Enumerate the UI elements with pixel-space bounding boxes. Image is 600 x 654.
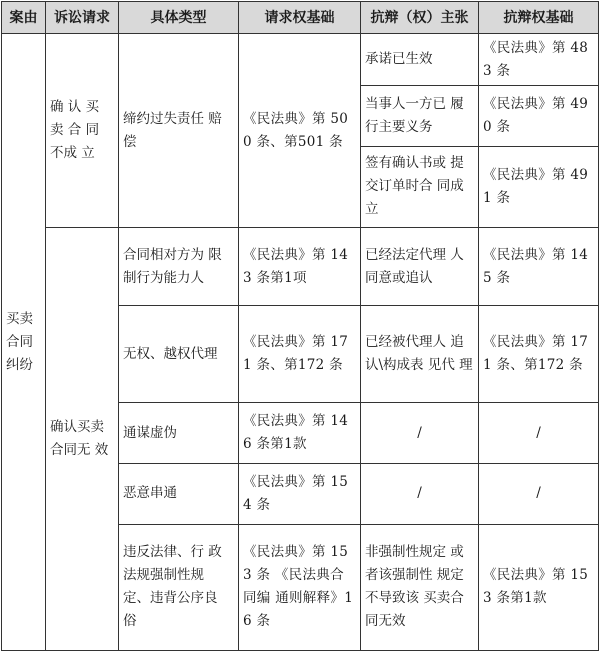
defense-basis-cell: 《民法典》第 483 条 [479, 34, 599, 86]
defense-cell: 承诺已生效 [361, 34, 479, 86]
claim-basis-cell: 《民法典》第 146 条第1款 [239, 403, 361, 464]
claim-cell: 确 认 买 卖 合 同 不成 立 [46, 34, 119, 228]
defense-basis-cell: 《民法典》第 171 条、第172 条 [479, 306, 599, 403]
legal-claims-table [1, 1, 599, 651]
defense-cell: 已经法定代理 人 同意或追认 [361, 228, 479, 306]
header-claim: 诉讼请求 [46, 2, 119, 34]
header-row [2, 2, 599, 34]
claim-basis-cell: 《民法典》第 143 条第1项 [239, 228, 361, 306]
header-case-type: 案由 [2, 2, 46, 34]
case-type-cell: 买卖合同纠纷 [2, 34, 46, 651]
defense-basis-cell: 《民法典》第 153 条第1款 [479, 524, 599, 650]
defense-cell: 已经被代理人 追 认\构成表 见代 理 [361, 306, 479, 403]
claim-basis-cell: 《民法典》第 153 条 《民法典合同编 通则解释》16 条 [239, 524, 361, 650]
claim-basis-cell: 《民法典》第 171 条、第172 条 [239, 306, 361, 403]
defense-basis-cell: 《民法典》第 490 条 [479, 85, 599, 146]
claim-basis-cell: 《民法典》第 154 条 [239, 463, 361, 524]
defense-cell: / [361, 463, 479, 524]
header-specific-type: 具体类型 [119, 2, 239, 34]
defense-basis-cell: 《民法典》第 145 条 [479, 228, 599, 306]
defense-cell: 非强制性规定 或 者该强制性 规定 不导致该 买卖合 同无效 [361, 524, 479, 650]
specific-type-cell: 无权、越权代理 [119, 306, 239, 403]
specific-type-cell: 缔约过失责任 赔 偿 [119, 34, 239, 228]
table-row [2, 34, 599, 86]
claim-basis-cell: 《民法典》第 500 条、第501 条 [239, 34, 361, 228]
table-row [2, 228, 599, 306]
claim-cell: 确认买卖 合同无 效 [46, 228, 119, 651]
defense-cell: 签有确认书或 提 交订单时合 同成 立 [361, 146, 479, 228]
header-defense: 抗辩（权）主张 [361, 2, 479, 34]
defense-basis-cell: / [479, 463, 599, 524]
specific-type-cell: 恶意串通 [119, 463, 239, 524]
specific-type-cell: 违反法律、行 政 法规强制性规 定、违背公序良 俗 [119, 524, 239, 650]
header-claim-basis: 请求权基础 [239, 2, 361, 34]
defense-cell: 当事人一方已 履 行主要义务 [361, 85, 479, 146]
specific-type-cell: 通谋虚伪 [119, 403, 239, 464]
specific-type-cell: 合同相对方为 限 制行为能力人 [119, 228, 239, 306]
defense-basis-cell: 《民法典》第 491 条 [479, 146, 599, 228]
header-defense-basis: 抗辩权基础 [479, 2, 599, 34]
defense-basis-cell: / [479, 403, 599, 464]
defense-cell: / [361, 403, 479, 464]
